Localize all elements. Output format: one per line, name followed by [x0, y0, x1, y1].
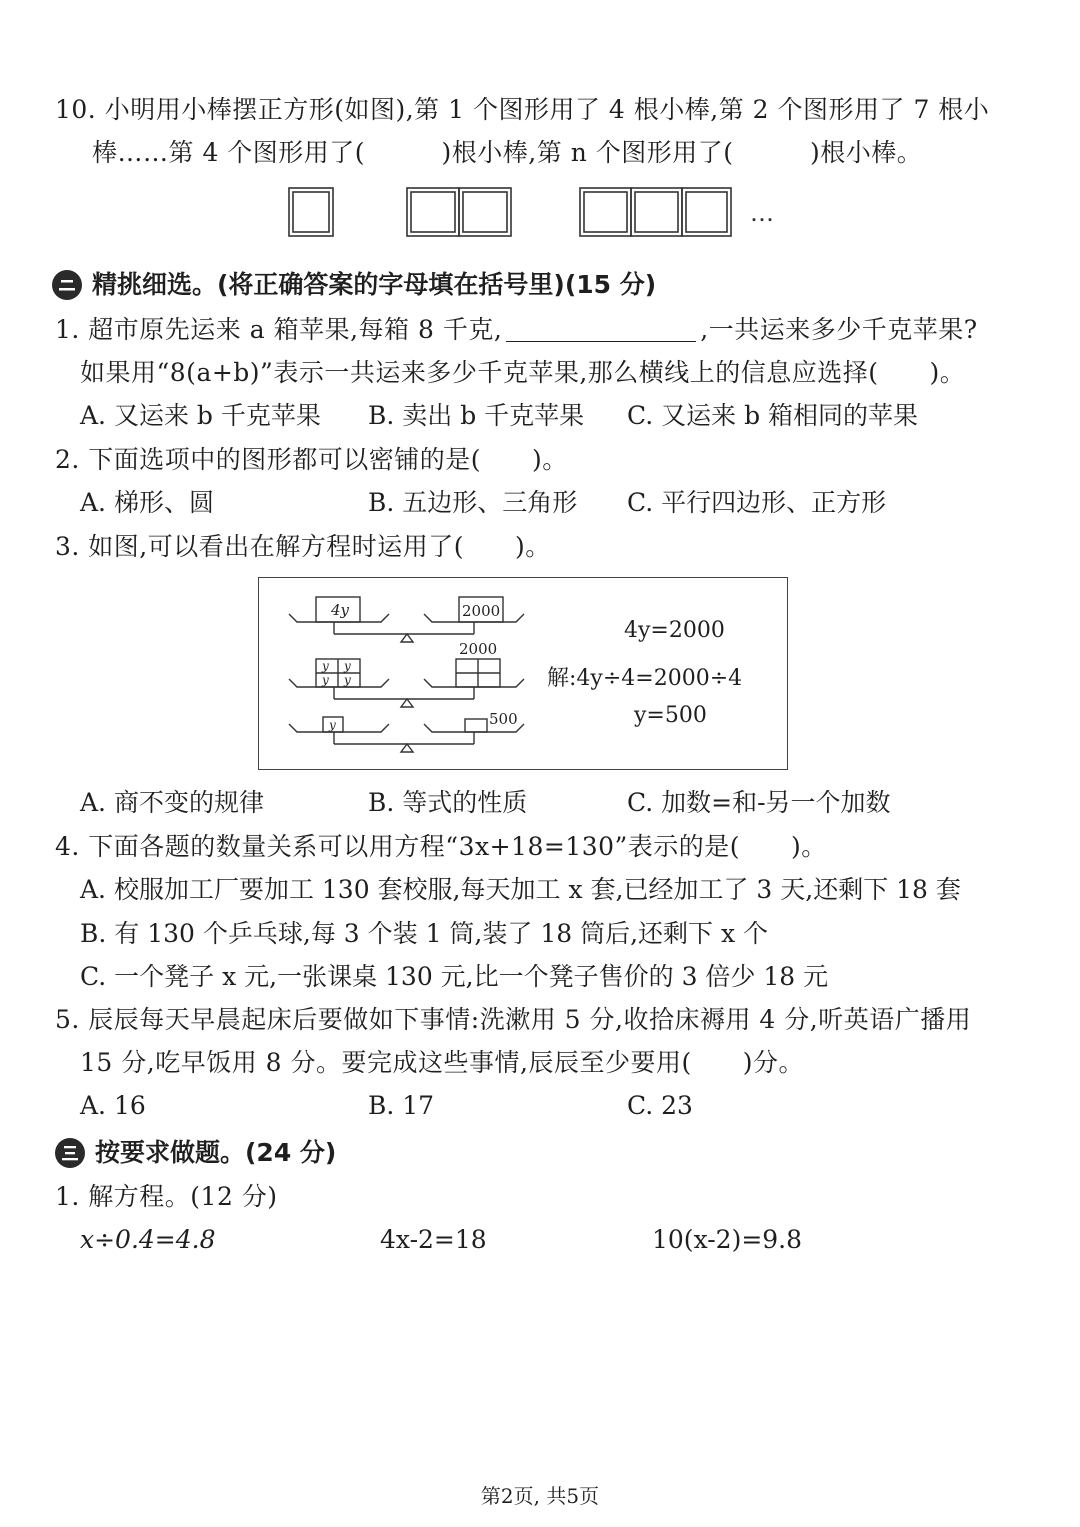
box-4y-label: 4y — [331, 601, 350, 619]
s2q4-option-a[interactable]: A. 校服加工厂要加工 130 套校服,每天加工 x 套,已经加工了 3 天,还剩下 18 套 — [80, 875, 961, 904]
s2q5-option-b[interactable]: B. 17 — [368, 1091, 435, 1120]
s2q4-option-c[interactable]: C. 一个凳子 x 元,一张课桌 130 元,比一个凳子售价的 3 倍少 18 元 — [80, 962, 829, 991]
s2q4-stem: 4. 下面各题的数量关系可以用方程“3x+18=130”表示的是( )。 — [55, 832, 827, 861]
equation-c: 10(x-2)=9.8 — [652, 1225, 803, 1254]
stick-figure-2 — [407, 188, 511, 236]
s2q4-option-b[interactable]: B. 有 130 个乒乓球,每 3 个装 1 筒,装了 18 筒后,还剩下 x 个 — [80, 919, 769, 948]
s2q3-stem: 3. 如图,可以看出在解方程时运用了( )。 — [55, 532, 551, 561]
section3-title: 按要求做题。(24 分) — [95, 1138, 337, 1167]
stick-figure-1 — [289, 188, 333, 236]
page-number: 第2页, 共5页 — [480, 1484, 600, 1508]
cell-y-1: y — [322, 659, 329, 673]
box-y-label: y — [329, 718, 336, 732]
cell-y-3: y — [322, 673, 329, 687]
s2q5-line2: 15 分,吃早饭用 8 分。要完成这些事情,辰辰至少要用( )分。 — [80, 1048, 804, 1077]
section2-header — [52, 268, 656, 302]
ellipsis: … — [750, 199, 774, 227]
stick-squares-figure — [0, 183, 1080, 253]
s2q3-option-a[interactable]: A. 商不变的规律 — [80, 788, 264, 817]
equation-3: y=500 — [634, 703, 707, 728]
s2q3-option-b[interactable]: B. 等式的性质 — [368, 788, 528, 817]
s2q1-option-a[interactable]: A. 又运来 b 千克苹果 — [80, 401, 321, 430]
equation-2: 解:4y÷4=2000÷4 — [547, 666, 743, 691]
equation-a: x÷0.4=4.8 — [80, 1225, 216, 1254]
s2q5-option-c[interactable]: C. 23 — [627, 1091, 693, 1120]
stick-figure-3 — [580, 188, 731, 236]
section-number-two-icon — [52, 270, 82, 300]
s2q2-option-b[interactable]: B. 五边形、三角形 — [368, 488, 578, 517]
answer-blank-line[interactable] — [506, 317, 696, 342]
section-number-three-icon — [55, 1138, 85, 1168]
s2q1-option-c[interactable]: C. 又运来 b 箱相同的苹果 — [627, 401, 919, 430]
s2q2-stem: 2. 下面选项中的图形都可以密铺的是( )。 — [55, 445, 568, 474]
s2q1-line2: 如果用“8(a+b)”表示一共运来多少千克苹果,那么横线上的信息应选择( )。 — [80, 358, 966, 387]
s3q1-stem: 1. 解方程。(12 分) — [55, 1182, 278, 1211]
section3-header — [55, 1136, 336, 1170]
q10-line1: 10. 小明用小棒摆正方形(如图),第 1 个图形用了 4 根小棒,第 2 个图形用了 7 根小 — [55, 95, 990, 124]
box-2000-label: 2000 — [462, 602, 501, 620]
cell-y-2: y — [344, 659, 351, 673]
equation-b: 4x-2=18 — [380, 1225, 487, 1254]
s2q5-option-a[interactable]: A. 16 — [80, 1091, 146, 1120]
equation-1: 4y=2000 — [624, 618, 725, 643]
q10-line2: 棒……第 4 个图形用了( )根小棒,第 n 个图形用了( )根小棒。 — [92, 138, 923, 167]
s2q1-option-b[interactable]: B. 卖出 b 千克苹果 — [368, 401, 585, 430]
s2q1-line1: 1. 超市原先运来 a 箱苹果,每箱 8 千克, ,一共运来多少千克苹果? — [55, 315, 978, 344]
s2q5-line1: 5. 辰辰每天早晨起床后要做如下事情:洗漱用 5 分,收拾床褥用 4 分,听英语广播用 — [55, 1005, 972, 1034]
cell-y-4: y — [344, 673, 351, 687]
section2-title: 精挑细选。(将正确答案的字母填在括号里)(15 分) — [92, 270, 657, 299]
balance-scale-figure — [258, 577, 788, 770]
s2q2-option-c[interactable]: C. 平行四边形、正方形 — [627, 488, 887, 517]
label-500: 500 — [489, 710, 518, 728]
s2q2-option-a[interactable]: A. 梯形、圆 — [80, 488, 214, 517]
label-2000: 2000 — [459, 640, 498, 658]
s2q3-option-c[interactable]: C. 加数=和-另一个加数 — [627, 788, 891, 817]
